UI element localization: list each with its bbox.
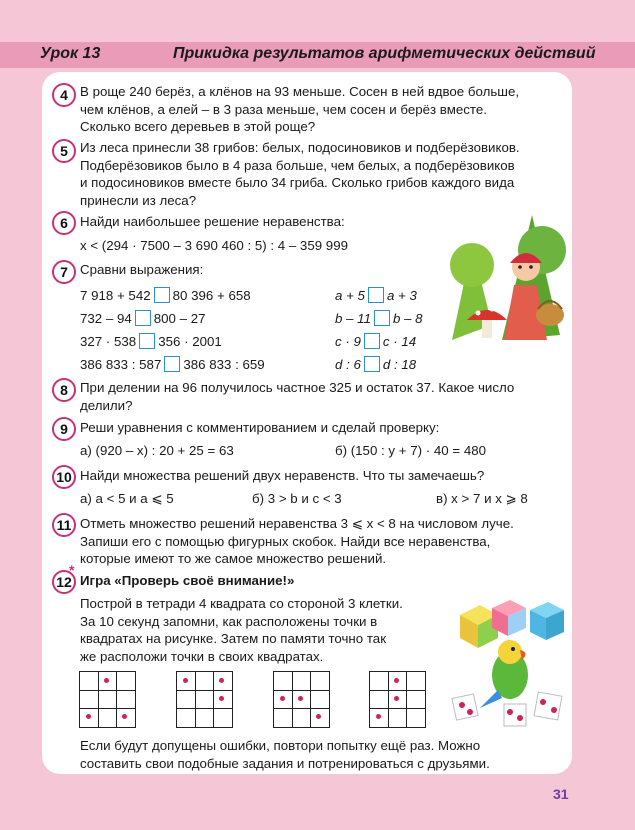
grid-dot [394, 696, 399, 701]
task-8-text: При делении на 96 получилось частное 325 и остаток 37. Какое число делили? [80, 380, 515, 413]
task-6-number: 6 [52, 211, 76, 235]
compare-row: b – 11 b – 8 [335, 311, 423, 326]
compare-row: a + 5 a + 3 [335, 288, 417, 303]
task-9-equation-a: а) (920 – x) : 20 + 25 = 63 [80, 443, 234, 458]
compare-row: 7 918 + 542 80 396 + 658 [80, 288, 251, 303]
compare-box[interactable] [139, 333, 155, 349]
task-4-number: 4 [52, 83, 76, 107]
grid-dot [280, 696, 285, 701]
compare-box[interactable] [374, 310, 390, 326]
task-7-text: Сравни выражения: [80, 262, 204, 277]
dot-grid [176, 671, 233, 728]
compare-box[interactable] [135, 310, 151, 326]
task-5-number: 5 [52, 139, 76, 163]
task-9-equation-b: б) (150 : y + 7) · 40 = 480 [335, 443, 487, 458]
task-11-text: Отметь множество решений неравенства 3 ⩽ x < 8 на числовом луче. Запиши его с помощью фигурных скобок. Найди все неравенства, которые имеют то же самое множество решений. [80, 516, 514, 566]
task-10-inequality-b: б) 3 > b и c < 3 [252, 491, 342, 506]
lesson-title: Прикидка результатов арифметических действий [173, 45, 596, 62]
task-12-title: Игра «Проверь своё внимание!» [80, 573, 295, 588]
task-5-text: Из леса принесли 38 грибов: белых, подосиновиков и подберёзовиков. Подберёзовиков было в 4 раза больше, чем белых, а подберёзовиков и подосиновиков вместе было 34 гриба. Сколько грибов каждого вида принесли из леса? [80, 140, 520, 208]
compare-row: 386 833 : 587 386 833 : 659 [80, 357, 265, 372]
grid-dot [376, 714, 381, 719]
compare-box[interactable] [154, 287, 170, 303]
grid-dot [316, 714, 321, 719]
task-11-number: 11 [52, 513, 76, 537]
compare-box[interactable] [364, 333, 380, 349]
compare-row: c · 9 c · 14 [335, 334, 417, 349]
compare-box[interactable] [364, 356, 380, 372]
content-card [42, 72, 572, 774]
compare-box[interactable] [368, 287, 384, 303]
grid-dot [183, 678, 188, 683]
dot-grid [79, 671, 136, 728]
dot-grid [369, 671, 426, 728]
parrot-cubes-illustration [450, 600, 568, 728]
task-9-number: 9 [52, 417, 76, 441]
task-12-text: Построй в тетради 4 квадрата со стороной 3 клетки. За 10 секунд запомни, как расположены точки в квадратах на рисунке. Затем по памяти точно так же расположи точки в своих квадратах. [80, 596, 403, 664]
grid-dot [219, 696, 224, 701]
compare-row: 732 – 94 800 – 27 [80, 311, 206, 326]
task-4-text: В роще 240 берёз, а клёнов на 93 меньше. Сосен в ней вдвое больше, чем клёнов, а елей – в 3 раза меньше, чем сосен и берёз вместе. Сколько всего деревьев в этой роще? [80, 84, 520, 134]
task-7-number: 7 [52, 260, 76, 284]
grid-dot [104, 678, 109, 683]
grid-dot [298, 696, 303, 701]
grid-dot [86, 714, 91, 719]
mushroom-girl-illustration [442, 205, 570, 345]
challenge-star: * [69, 562, 75, 578]
lesson-number: Урок 13 [40, 45, 101, 62]
task-10-text: Найди множества решений двух неравенств. Что ты замечаешь? [80, 468, 485, 483]
task-12-number: 12 [52, 570, 76, 594]
compare-row: 327 · 538 356 · 2001 [80, 334, 222, 349]
task-10-inequality-a: а) a < 5 и a ⩽ 5 [80, 491, 174, 506]
task-10-inequality-c: в) x > 7 и x ⩾ 8 [436, 491, 528, 506]
task-9-text: Реши уравнения с комментированием и сделай проверку: [80, 420, 440, 435]
page-number: 31 [553, 786, 569, 802]
grid-dot [394, 678, 399, 683]
task-10-number: 10 [52, 465, 76, 489]
grid-dot [219, 678, 224, 683]
task-6-inequality: x < (294 · 7500 – 3 690 460 : 5) : 4 – 359 999 [80, 238, 348, 253]
task-8-number: 8 [52, 378, 76, 402]
grid-dot [122, 714, 127, 719]
task-12-footer: Если будут допущены ошибки, повтори попытку ещё раз. Можно составить свои подобные задания и потренироваться с друзьями. [80, 738, 490, 771]
task-6-text: Найди наибольшее решение неравенства: [80, 214, 345, 229]
compare-row: d : 6 d : 18 [335, 357, 417, 372]
dot-grid [273, 671, 330, 728]
compare-box[interactable] [164, 356, 180, 372]
